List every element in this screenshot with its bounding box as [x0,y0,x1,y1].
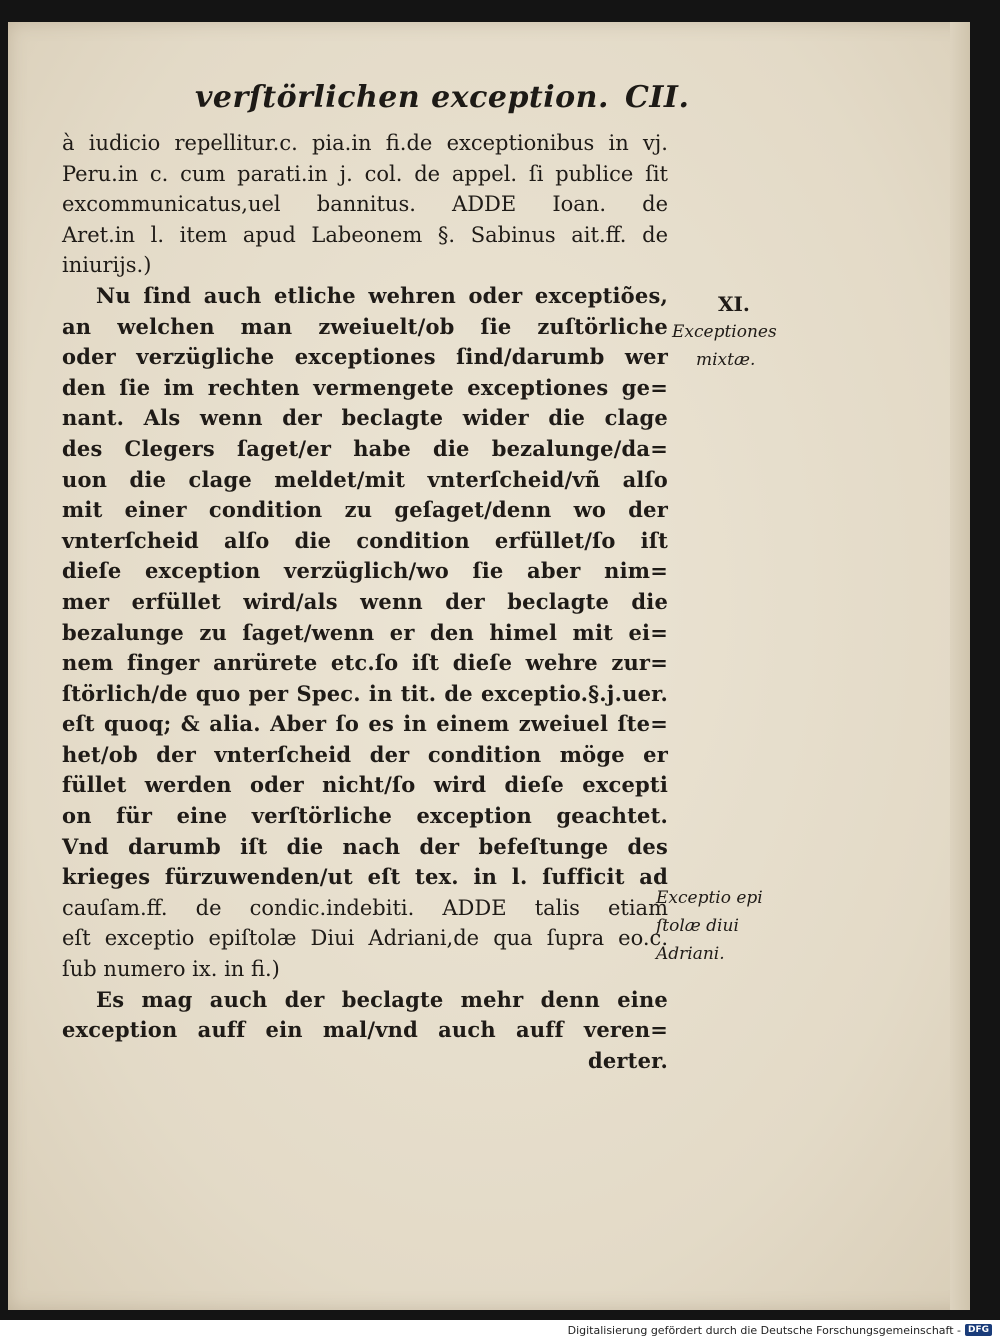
dfg-logo: DFG [965,1324,992,1336]
text-line: füllet werden oder nicht/ſo wird dieſe excepti [62,772,668,798]
text-line: nant. Als wenn der beclagte wider die clage [62,405,668,431]
folio-number: CII. [625,80,690,115]
page-edge [950,22,970,1310]
running-head [195,80,690,120]
text-line: an welchen man zweiuelt/ob ſie zuſtörliche [62,313,668,339]
text-line: Aret.in l. item apud Labeonem §. Sabinus ait.ff. de [62,222,668,247]
running-head-title: verſtörlichen exception. [195,80,609,115]
text-line: eſt exceptio epiſtolæ Diui Adriani,de qua ſupra eo.c. [62,926,668,951]
text-line: ſub numero ix. in fi.) [62,957,280,982]
text-line: het/ob der vnterſcheid der condition möge er [62,741,668,767]
margin-note-exceptio-epistolae [656,884,763,968]
text-line: exception auff ein mal/vnd auch auff veren= [62,1017,668,1043]
text-line: cauſam.ff. de condic.indebiti. ADDE talis etiam [62,895,668,920]
text-line: nem finger anrürete etc.ſo iſt dieſe wehre zur= [62,650,668,676]
margin-note-line: Exceptiones [672,322,777,342]
paragraph-start-line: Nu ſind auch etliche wehren oder exceptiões, [96,282,668,308]
text-line: dieſe exception verzüglich/wo ſie aber nim= [62,558,668,584]
margin-note-line: Adriani. [656,944,725,964]
text-line: den ſie im rechten vermengete exceptiones ge= [62,374,668,400]
text-line: iniurijs.) [62,253,152,278]
text-line: krieges fürzuwenden/ut eſt tex. in l. ſufficit ad [62,864,668,890]
footer-credit: Digitalisierung gefördert durch die Deutsche Forschungsgemeinschaft - [567,1323,961,1337]
margin-note-exceptiones-mixtae [672,290,777,374]
margin-note-line: mixtæ. [696,350,756,370]
text-line: bezalunge zu ſaget/wenn er den himel mit ei= [62,619,668,645]
text-line: excommunicatus,uel bannitus. ADDE Ioan. de [62,192,668,217]
text-line: uon die clage meldet/mit vnterſcheid/vñ alſo [62,466,668,492]
margin-note-line: ſtolæ diui [656,916,739,936]
text-line: Peru.in c. cum parati.in j. col. de appel. ſi publice ſit [62,161,668,186]
main-text-block [62,128,668,1076]
text-line: mer erfüllet wird/als wenn der beclagte die [62,588,668,614]
text-line: à iudicio repellitur.c. pia.in fi.de exceptionibus in vj. [62,131,668,155]
margin-note-numeral: XI. [718,292,750,316]
text-line: oder verzügliche exceptiones ſind/darumb wer [62,344,668,370]
text-line: Vnd darumb iſt die nach der befeſtunge des [62,833,668,859]
text-line: vnterſcheid alſo die condition erfüllet/ſo iſt [62,527,668,553]
catchword-line: derter. [587,1047,668,1073]
text-line: eſt quoq; & alia. Aber ſo es in einem zweiuel ſte= [62,711,668,737]
digitization-footer [568,1322,992,1338]
text-line: ſtörlich/de quo per Spec. in tit. de exceptio.§.j.uer. [62,680,668,706]
text-line: des Clegers ſaget/er habe die bezalunge/da= [62,435,668,461]
text-line: mit einer condition zu geſaget/denn wo der [62,497,668,523]
margin-note-line: Exceptio epi [656,888,763,908]
text-line: on für eine verſtörliche exception geachtet. [62,803,668,829]
paragraph-start-line: Es mag auch der beclagte mehr denn eine [96,986,668,1012]
